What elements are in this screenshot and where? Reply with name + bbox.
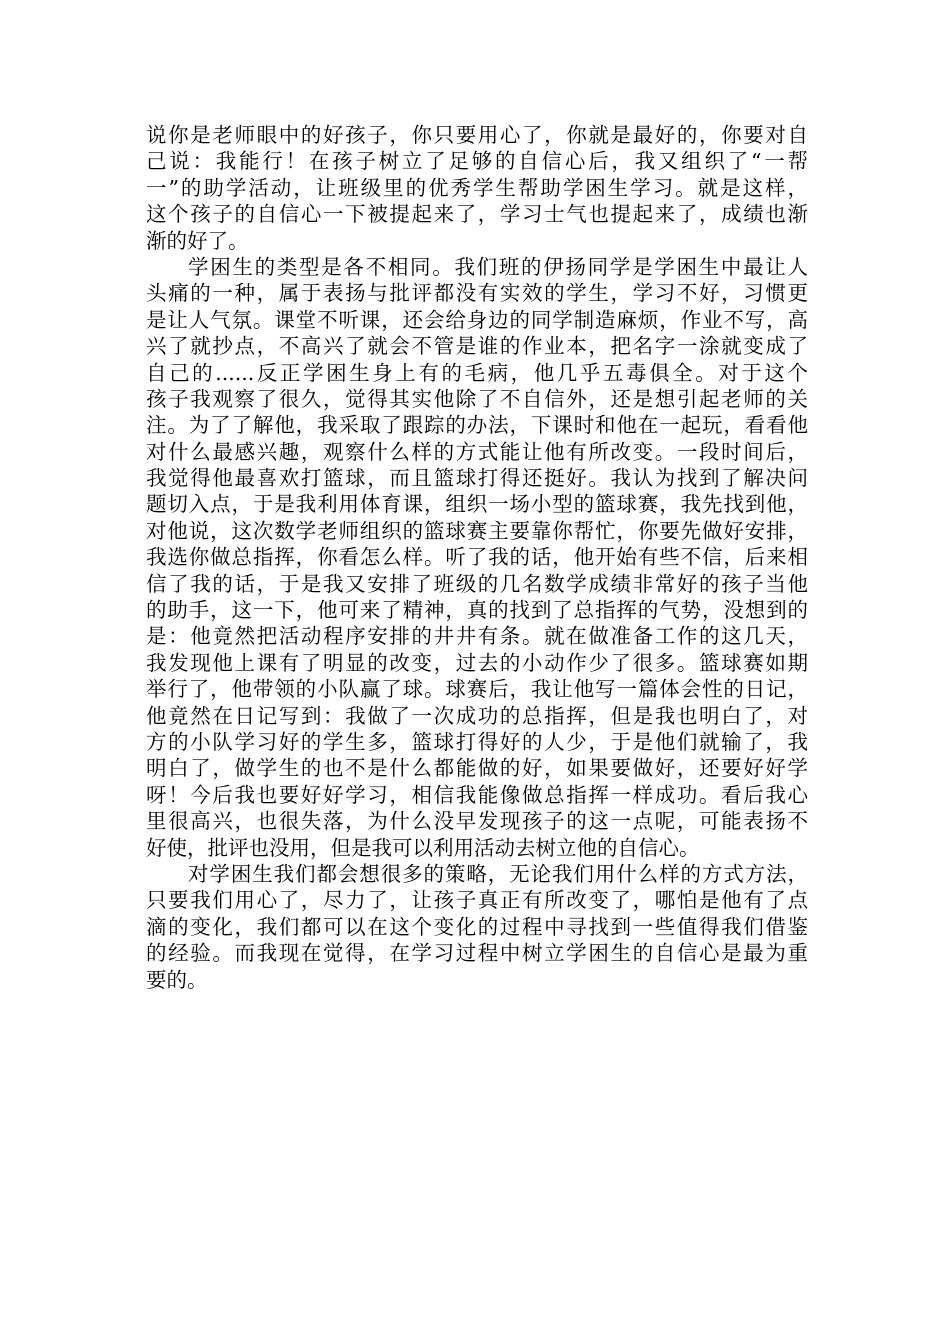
paragraph-2 xyxy=(146,254,808,861)
text-line: 题切入点，于是我利用体育课，组织一场小型的篮球赛，我先找到他， xyxy=(146,492,808,517)
text-line: 信了我的话，于是我又安排了班级的几名数学成绩非常好的孩子当他 xyxy=(146,571,808,596)
text-line: 明白了，做学生的也不是什么都能做的好，如果要做好，还要好好学 xyxy=(146,756,808,781)
text-line: 孩子我观察了很久，觉得其实他除了不自信外，还是想引起老师的关 xyxy=(146,386,808,411)
text-line: 呀！今后我也要好好学习，相信我能像做总指挥一样成功。看后我心 xyxy=(146,782,808,807)
text-line: 注。为了了解他，我采取了跟踪的办法，下课时和他在一起玩，看看他 xyxy=(146,413,808,438)
text-line: 的助手，这一下，他可来了精神，真的找到了总指挥的气势，没想到的 xyxy=(146,598,808,623)
text-line: 一”的助学活动，让班级里的优秀学生帮助学困生学习。就是这样， xyxy=(146,175,808,200)
document-body xyxy=(146,122,808,993)
text-line: 渐的好了。 xyxy=(146,228,249,253)
text-line: 里很高兴，也很失落，为什么没早发现孩子的这一点呢，可能表扬不 xyxy=(146,809,808,834)
text-line: 我发现他上课有了明显的改变，过去的小动作少了很多。篮球赛如期 xyxy=(146,650,808,675)
text-line: 这个孩子的自信心一下被提起来了，学习士气也提起来了，成绩也渐 xyxy=(146,202,808,227)
text-line: 的经验。而我现在觉得，在学习过程中树立学困生的自信心是最为重 xyxy=(146,941,808,966)
text-line: 学困生的类型是各不相同。我们班的伊扬同学是学困生中最让人 xyxy=(188,254,808,279)
text-line: 对学困生我们都会想很多的策略，无论我们用什么样的方式方法， xyxy=(188,861,808,886)
text-line: 滴的变化，我们都可以在这个变化的过程中寻找到一些值得我们借鉴 xyxy=(146,914,808,939)
text-line: 好使，批评也没用，但是我可以利用活动去树立他的自信心。 xyxy=(146,835,700,860)
text-line: 对什么最感兴趣，观察什么样的方式能让他有所改变。一段时间后， xyxy=(146,439,808,464)
text-line: 对他说，这次数学老师组织的篮球赛主要靠你帮忙，你要先做好安排， xyxy=(146,518,808,543)
text-line: 方的小队学习好的学生多，篮球打得好的人少，于是他们就输了，我 xyxy=(146,729,808,754)
text-line: 举行了，他带领的小队赢了球。球赛后，我让他写一篇体会性的日记， xyxy=(146,677,808,702)
text-line: 兴了就抄点，不高兴了就会不管是谁的作业本，把名字一涂就变成了 xyxy=(146,334,808,359)
text-line: 说你是老师眼中的好孩子，你只要用心了，你就是最好的，你要对自 xyxy=(146,123,808,147)
paragraph-3 xyxy=(146,861,808,993)
text-line: 己说：我能行！在孩子树立了足够的自信心后，我又组织了“一帮 xyxy=(146,149,808,174)
text-line: 是：他竟然把活动程序安排的井井有条。就在做准备工作的这几天， xyxy=(146,624,808,649)
text-line: 只要我们用心了，尽力了，让孩子真正有所改变了，哪怕是他有了点 xyxy=(146,888,808,913)
text-line: 头痛的一种，属于表扬与批评都没有实效的学生，学习不好，习惯更 xyxy=(146,281,808,306)
text-line: 要的。 xyxy=(146,967,208,992)
paragraph-1 xyxy=(146,122,808,254)
text-line: 是让人气氛。课堂不听课，还会给身边的同学制造麻烦，作业不写，高 xyxy=(146,307,808,332)
text-line: 我选你做总指挥，你看怎么样。听了我的话，他开始有些不信，后来相 xyxy=(146,545,808,570)
text-line: 他竟然在日记写到：我做了一次成功的总指挥，但是我也明白了，对 xyxy=(146,703,808,728)
text-line: 我觉得他最喜欢打篮球，而且篮球打得还挺好。我认为找到了解决问 xyxy=(146,466,808,491)
text-line: 自己的......反正学困生身上有的毛病，他几乎五毒俱全。对于这个 xyxy=(146,360,808,385)
